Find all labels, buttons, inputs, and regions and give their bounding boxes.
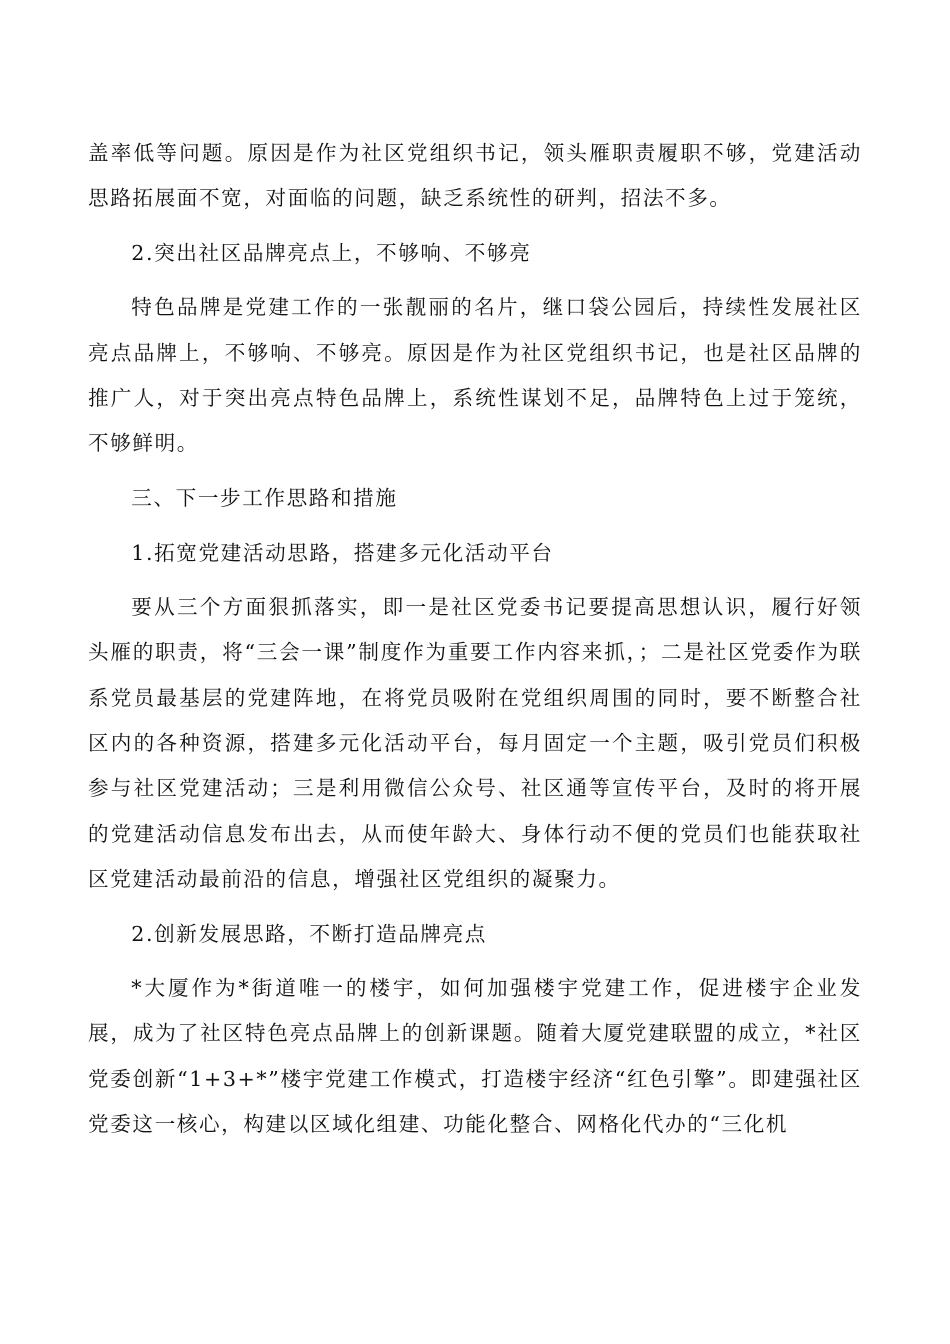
paragraph-activity-platform: 要从三个方面狠抓落实，即一是社区党委书记要提高思想认识，履行好领头雁的职责，将“三会一课”制度作为重要工作内容来抓，；二是社区党委作为联系党员最基层的党建阵地，在将党员吸附在党组织周围的同时，要不断整合社区内的各种资源，搭建多元化活动平台，每月固定一个主题，吸引党员们积极参与社区党建活动；三是利用微信公众号、社区通等宣传平台，及时的将开展的党建活动信息发布出去，从而使年龄大、身体行动不便的党员们也能获取社区党建活动最前沿的信息，增强社区党组织的凝聚力。 <box>88 595 862 891</box>
paragraph-continuation: 盖率低等问题。原因是作为社区党组织书记，领头雁职责履职不够，党建活动思路拓展面不宽，对面临的问题，缺乏系统性的研判，招法不多。 <box>88 141 862 211</box>
subheading-activity-platform: 1.拓宽党建活动思路，搭建多元化活动平台 <box>131 540 554 565</box>
section-heading-next-steps: 三、下一步工作思路和措施 <box>131 485 398 510</box>
paragraph-innovation: *大厦作为*街道唯一的楼宇，如何加强楼宇党建工作，促进楼宇企业发展，成为了社区特色亮点品牌上的创新课题。随着大厦党建联盟的成立，*社区党委创新“1+3+*”楼宇党建工作模式，打造楼宇经济“红色引擎”。即建强社区党委这一核心，构建以区域化组建、功能化整合、网格化代办的“三化机 <box>88 976 862 1137</box>
document-body <box>88 131 862 1157</box>
subheading-innovation: 2.创新发展思路，不断打造品牌亮点 <box>131 921 488 946</box>
subheading-brand-highlights: 2.突出社区品牌亮点上，不够响、不够亮 <box>131 240 532 265</box>
paragraph-brand-highlights: 特色品牌是党建工作的一张靓丽的名片，继口袋公园后，持续性发展社区亮点品牌上，不够响、不够亮。原因是作为社区党组织书记，也是社区品牌的推广人，对于突出亮点特色品牌上，系统性谋划不足，品牌特色上过于笼统，不够鲜明。 <box>88 295 862 456</box>
